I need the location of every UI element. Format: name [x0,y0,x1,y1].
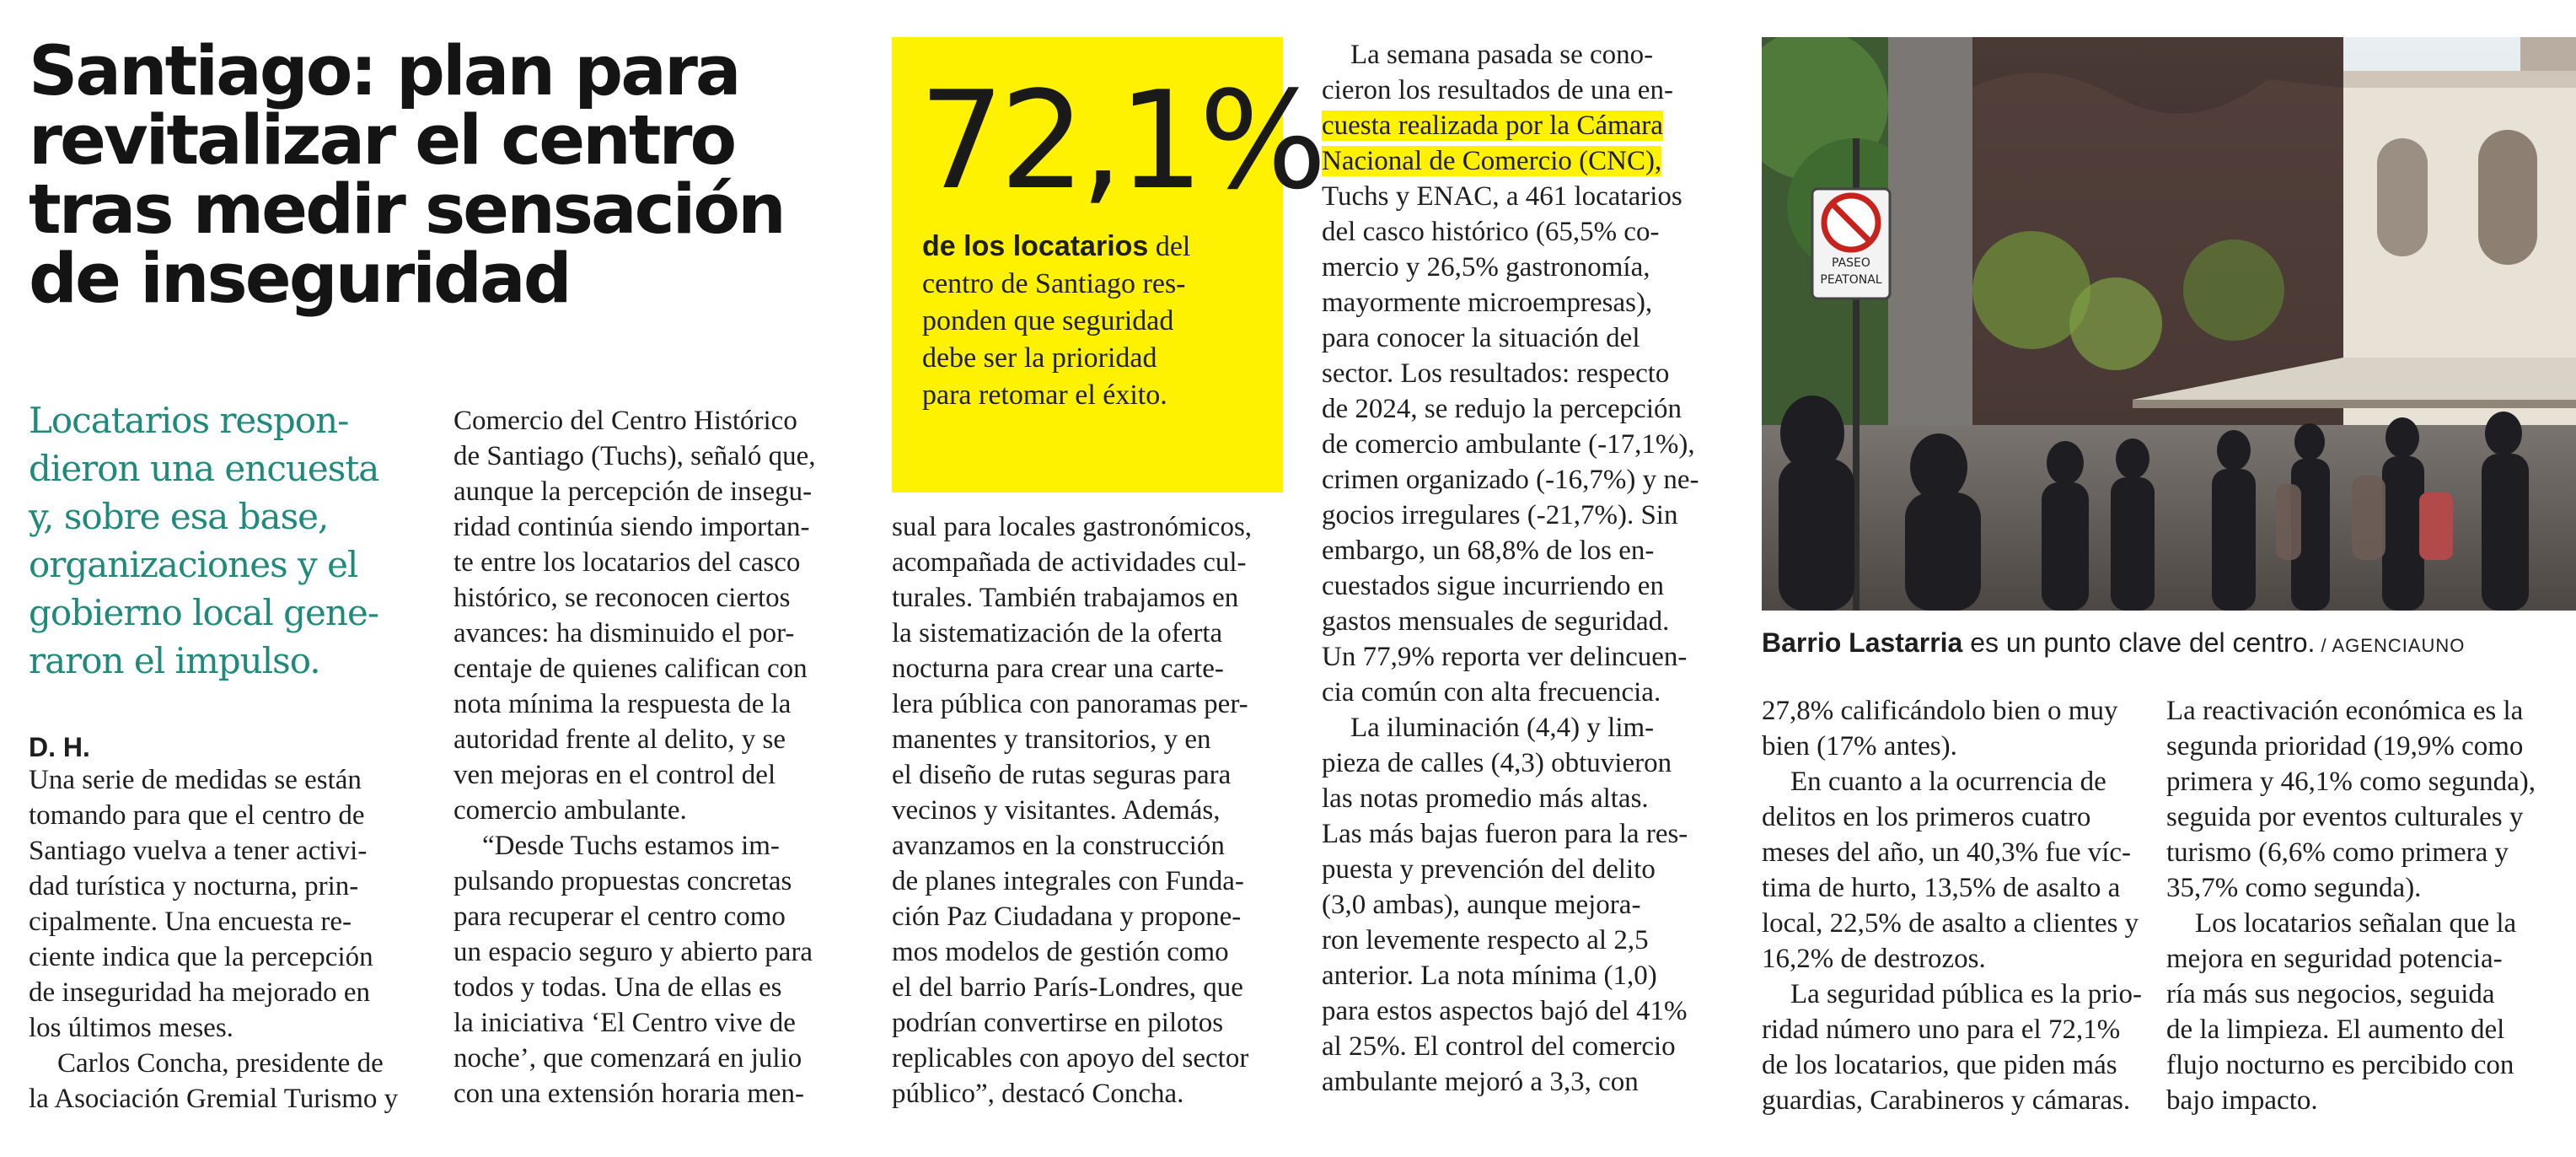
text-line: de 2024, se redujo la percepción [1322,394,1682,424]
caption-text: es un punto clave del centro. [1962,627,2316,658]
text-line: aunque la percepción de insegu- [453,476,813,507]
deck-line: raron el impulso. [29,640,320,681]
text-line: mayormente microempresas), [1322,288,1653,318]
text-line: ría más sus negocios, seguida [2166,979,2495,1009]
text-line: gocios irregulares (-21,7%). Sin [1322,500,1678,530]
text-line: bien (17% antes). [1762,731,1957,761]
text-line: Una serie de medidas se están [29,765,362,795]
headline-line: tras medir sensación [29,170,784,250]
sign-text-line: PASEO [1832,256,1870,270]
text-line: sector. Los resultados: respecto [1322,358,1670,389]
text-line: cia común con alta frecuencia. [1322,677,1661,708]
text-line: puesta y prevención del delito [1322,854,1656,885]
text-line: anterior. La nota mínima (1,0) [1322,961,1657,991]
text-line: 16,2% de destrozos. [1762,944,1986,974]
deck-line: Locatarios respon- [29,400,349,441]
text-line: de comercio ambulante (-17,1%), [1322,429,1695,460]
text-line: 27,8% calificándolo bien o muy [1762,696,2118,726]
text-line: tomando para que el centro de [29,800,365,831]
text-line: delitos en los primeros cuatro [1762,802,2091,832]
text-line: La semana pasada se cono- [1350,40,1654,70]
text-line: Las más bajas fueron para la res- [1322,819,1688,849]
text-line: primera y 46,1% como segunda), [2166,767,2536,797]
text-line: “Desde Tuchs estamos im- [482,831,780,861]
photo-barrio-lastarria [1762,37,2576,611]
text-line: Comercio del Centro Histórico [453,406,797,436]
byline: D. H. [29,732,90,762]
text-line: Un 77,9% reporta ver delincuen- [1322,642,1688,672]
text-line: centaje de quienes califican con [453,654,808,684]
text-line: En cuanto a la ocurrencia de [1790,767,2106,797]
text-line: te entre los locatarios del casco [453,547,801,578]
text-line: de planes integrales con Funda- [892,866,1244,896]
text-line: Tuchs y ENAC, a 461 locatarios [1322,181,1682,212]
text-line: cuestados sigue incurriendo en [1322,571,1664,601]
deck-line: organizaciones y el [29,544,358,585]
stat-value: 72,1% [919,62,1323,219]
text-line: público”, destacó Concha. [892,1079,1184,1109]
text-line: ción Paz Ciudadana y propone- [892,901,1242,932]
text-line: 35,7% como segunda). [2166,873,2422,903]
headline-line: Santiago: plan para [29,32,739,111]
text-line: ambulante mejoró a 3,3, con [1322,1067,1639,1097]
text-line: dad turística y nocturna, prin- [29,871,359,901]
column-3 [892,509,1252,1111]
headline [29,32,863,319]
text-line: nocturna para crear una carte- [892,654,1224,684]
text-line: un espacio seguro y abierto para [453,937,813,967]
text-line: la Asociación Gremial Turismo y [29,1084,399,1114]
text-line: Carlos Concha, presidente de [57,1048,384,1079]
text-line: guardias, Carabineros y cámaras. [1762,1085,2131,1116]
column-6 [2166,693,2536,1118]
column-4 [1322,37,1699,1100]
text-line: ron levemente respecto al 2,5 [1322,925,1649,955]
text-line [1322,108,1699,143]
stat-bold-lead: de los locatarios [922,230,1149,262]
text-line: los últimos meses. [29,1013,233,1043]
street-scene-illustration [1762,37,2576,611]
photo-caption [1762,624,2465,665]
text-line: tima de hurto, 13,5% de asalto a [1762,873,2121,903]
deck-line: dieron una encuesta [29,448,379,489]
highlighted-text: Nacional de Comercio (CNC), [1322,146,1662,176]
text-line: La reactivación económica es la [2166,696,2524,726]
photo-credit: / AGENCIAUNO [2315,635,2466,656]
text-line: Los locatarios señalan que la [2195,908,2517,939]
stat-line: centro de Santiago res- [922,268,1186,299]
text-line: turales. También trabajamos en [892,583,1239,613]
sign-text-line: PEATONAL [1820,273,1882,287]
text-line: manentes y transitorios, y en [892,724,1211,755]
text-line: segunda prioridad (19,9% como [2166,731,2524,761]
text-line: mejora en seguridad potencia- [2166,944,2503,974]
text-line: meses del año, un 40,3% fue víc- [1762,837,2132,868]
text-line: para estos aspectos bajó del 41% [1322,996,1688,1026]
text-line: La iluminación (4,4) y lim- [1350,713,1655,743]
text-line: ven mejoras en el control del [453,760,776,790]
stat-line: debe ser la prioridad [922,342,1157,374]
text-line: bajo impacto. [2166,1085,2318,1116]
text-line: turismo (6,6% como primera y [2166,837,2509,868]
column-5 [1762,693,2142,1118]
text-line: gastos mensuales de seguridad. [1322,606,1670,637]
text-line: (3,0 ambas), aunque mejora- [1322,890,1641,920]
text-line [1322,143,1699,179]
text-line: para conocer la situación del [1322,323,1640,353]
text-line: nota mínima la respuesta de la [453,689,792,719]
text-line: avanzamos en la construcción [892,831,1225,861]
text-line: la iniciativa ‘El Centro vive de [453,1008,796,1038]
text-line: ridad continúa siendo importan- [453,512,810,542]
text-line: local, 22,5% de asalto a clientes y [1762,908,2139,939]
text-line: ciente indica que la percepción [29,942,373,972]
stat-line: del [1148,231,1191,262]
text-line: del casco histórico (65,5% co- [1322,217,1660,247]
text-line: de la limpieza. El aumento del [2166,1014,2505,1045]
text-line: de los locatarios, que piden más [1762,1050,2117,1080]
text-line: pieza de calles (4,3) obtuvieron [1322,748,1672,778]
text-line: lera pública con panoramas per- [892,689,1248,719]
text-line: flujo nocturno es percibido con [2166,1050,2514,1080]
text-line: vecinos y visitantes. Además, [892,795,1221,826]
text-line: acompañada de actividades cul- [892,547,1247,578]
deck-subtitle [29,396,425,685]
deck-line: gobierno local gene- [29,592,379,633]
text-line: mercio y 26,5% gastronomía, [1322,252,1650,283]
text-line: todos y todas. Una de ellas es [453,972,782,1003]
text-line: cieron los resultados de una en- [1322,75,1673,105]
text-line: crimen organizado (-16,7%) y ne- [1322,465,1699,495]
text-line: sual para locales gastronómicos, [892,512,1253,542]
text-line: con una extensión horaria men- [453,1079,805,1109]
text-line: para recuperar el centro como [453,901,786,932]
text-line: mos modelos de gestión como [892,937,1229,967]
text-line: podrían convertirse en pilotos [892,1008,1224,1038]
stat-line: ponden que seguridad [922,305,1174,336]
caption-bold: Barrio Lastarria [1762,627,1963,658]
text-line [1322,73,1699,108]
text-line: las notas promedio más altas. [1322,783,1649,814]
text-line: replicables con apoyo del sector [892,1043,1249,1074]
text-line: cipalmente. Una encuesta re- [29,907,352,937]
text-line: al 25%. El control del comercio [1322,1031,1676,1062]
stat-description [922,228,1276,414]
text-line: pulsando propuestas concretas [453,866,792,896]
column-2 [453,403,816,1111]
text-line: la sistematización de la oferta [892,618,1223,648]
stat-line: para retomar el éxito. [922,379,1167,411]
text-line: ridad número uno para el 72,1% [1762,1014,2121,1045]
text-line: histórico, se reconocen ciertos [453,583,791,613]
text-line: el del barrio París-Londres, que [892,972,1243,1003]
highlighted-text: cuesta realizada por la Cámara [1322,110,1663,141]
text-line: autoridad frente al delito, y se [453,724,786,755]
text-line: de Santiago (Tuchs), señaló que, [453,441,816,471]
text-line: comercio ambulante. [453,795,687,826]
text-line: Santiago vuelva a tener activi- [29,836,368,866]
text-line: embargo, un 68,8% de los en- [1322,535,1655,566]
text-line: el diseño de rutas seguras para [892,760,1232,790]
text-line: de inseguridad ha mejorado en [29,977,371,1008]
text-line: avances: ha disminuido el por- [453,618,795,648]
column-1 [29,762,398,1117]
text-line: noche’, que comenzará en julio [453,1043,802,1074]
text-line: seguida por eventos culturales y [2166,802,2524,832]
headline-line: revitalizar el centro [29,101,735,180]
text-line: La seguridad pública es la prio- [1790,979,2142,1009]
headline-line: de inseguridad [29,239,570,319]
deck-line: y, sobre esa base, [29,496,329,537]
